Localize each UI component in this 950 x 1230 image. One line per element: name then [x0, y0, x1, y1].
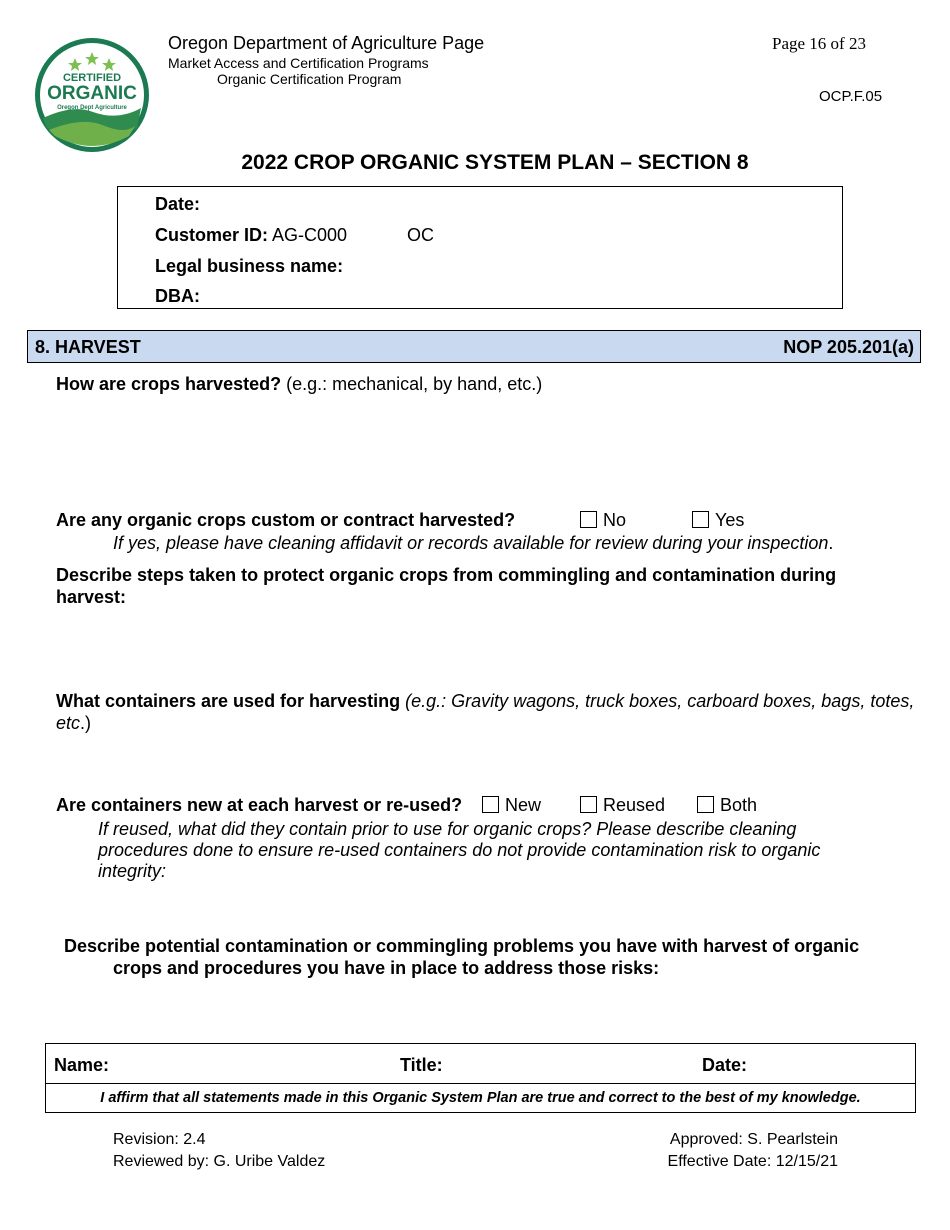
container-reused-option[interactable]: [580, 795, 665, 816]
effective-date-text: Effective Date: 12/15/21: [667, 1153, 838, 1170]
question-potential-problems-line1: Describe potential contamination or commingling problems you have with harvest of organic: [64, 936, 860, 956]
container-both-label: Both: [720, 795, 758, 815]
custom-harvest-note-text: If yes, please have cleaning affidavit or records available for review during your inspection: [113, 533, 829, 553]
signature-name-label: Name:: [54, 1055, 110, 1075]
footer-left: [113, 1129, 325, 1173]
section-title: 8. HARVEST: [35, 337, 141, 357]
container-new-option[interactable]: [482, 795, 541, 816]
section-header-band: [27, 330, 921, 363]
custom-harvest-note: [113, 533, 833, 554]
question-harvest-method: [56, 374, 542, 395]
question-containers-label: What containers are used for harvesting: [56, 691, 401, 711]
custom-harvest-no-label: No: [603, 510, 627, 530]
customer-info-box: [117, 186, 843, 309]
custom-harvest-yes-option[interactable]: [692, 510, 744, 531]
container-reused-label: Reused: [603, 795, 666, 815]
dba-label: DBA:: [155, 286, 200, 306]
customer-id-value[interactable]: AG-C000: [272, 225, 348, 245]
logo-text-main: ORGANIC: [47, 83, 137, 104]
revision-text: Revision: 2.4: [113, 1131, 206, 1148]
division-name: Market Access and Certification Programs: [168, 55, 429, 71]
signature-box: [45, 1043, 916, 1113]
custom-harvest-yes-checkbox[interactable]: [692, 511, 709, 528]
question-containers-hint: (e.g.: Gravity wagons, truck boxes, carboard boxes, bags, totes, etc: [56, 691, 915, 733]
form-number: OCP.F.05: [819, 88, 883, 105]
page-number: Page 16 of 23: [772, 34, 866, 53]
container-reused-checkbox[interactable]: [580, 796, 597, 813]
footer-right: [668, 1129, 838, 1173]
question-containers: [56, 690, 916, 734]
signature-row: [46, 1044, 915, 1084]
certified-organic-logo: [33, 36, 151, 154]
container-both-checkbox[interactable]: [697, 796, 714, 813]
question-commingling-steps: Describe steps taken to protect organic crops from commingling and contamination during harvest:: [56, 565, 837, 607]
section-reference: NOP 205.201(a): [783, 337, 914, 357]
signature-date-label: Date:: [702, 1055, 748, 1075]
legal-business-name-label: Legal business name:: [155, 256, 344, 276]
container-new-label: New: [505, 795, 542, 815]
question-new-or-reused: Are containers new at each harvest or re-used?: [56, 795, 463, 815]
reused-containers-note: If reused, what did they contain prior to use for organic crops? Please describe cleaning procedures done to ensure re-used containers do not provide contamination risk to organic integrity:: [98, 819, 821, 881]
customer-id-label: Customer ID:: [155, 225, 269, 245]
custom-harvest-yes-label: Yes: [715, 510, 745, 530]
logo-text-top: CERTIFIED: [62, 72, 122, 84]
container-new-checkbox[interactable]: [482, 796, 499, 813]
logo-text-sub: Oregon Dept Agriculture: [57, 105, 127, 111]
approved-by-text: Approved: S. Pearlstein: [669, 1131, 838, 1148]
signature-title-label: Title:: [400, 1055, 443, 1075]
question-containers-hint-end: .): [80, 713, 92, 733]
date-label: Date:: [155, 194, 201, 214]
custom-harvest-no-option[interactable]: [580, 510, 626, 531]
affirmation-statement: I affirm that all statements made in this Organic System Plan are true and correct to the best of my knowledge.: [100, 1090, 861, 1106]
question-custom-harvest: Are any organic crops custom or contract harvested?: [56, 510, 516, 530]
customer-id-row: [155, 225, 347, 246]
container-both-option[interactable]: [697, 795, 757, 816]
reviewed-by-text: Reviewed by: G. Uribe Valdez: [113, 1153, 326, 1170]
agency-name: Oregon Department of Agriculture Page: [168, 33, 485, 53]
custom-harvest-no-checkbox[interactable]: [580, 511, 597, 528]
question-harvest-method-hint: (e.g.: mechanical, by hand, etc.): [281, 374, 543, 394]
custom-harvest-note-end: .: [828, 533, 834, 553]
page-title: 2022 CROP ORGANIC SYSTEM PLAN – SECTION 8: [241, 151, 749, 174]
question-harvest-method-label: How are crops harvested?: [56, 374, 282, 394]
question-potential-problems-line2: crops and procedures you have in place to address those risks:: [113, 958, 660, 978]
program-name: Organic Certification Program: [217, 71, 402, 87]
customer-id-suffix: OC: [407, 225, 434, 245]
